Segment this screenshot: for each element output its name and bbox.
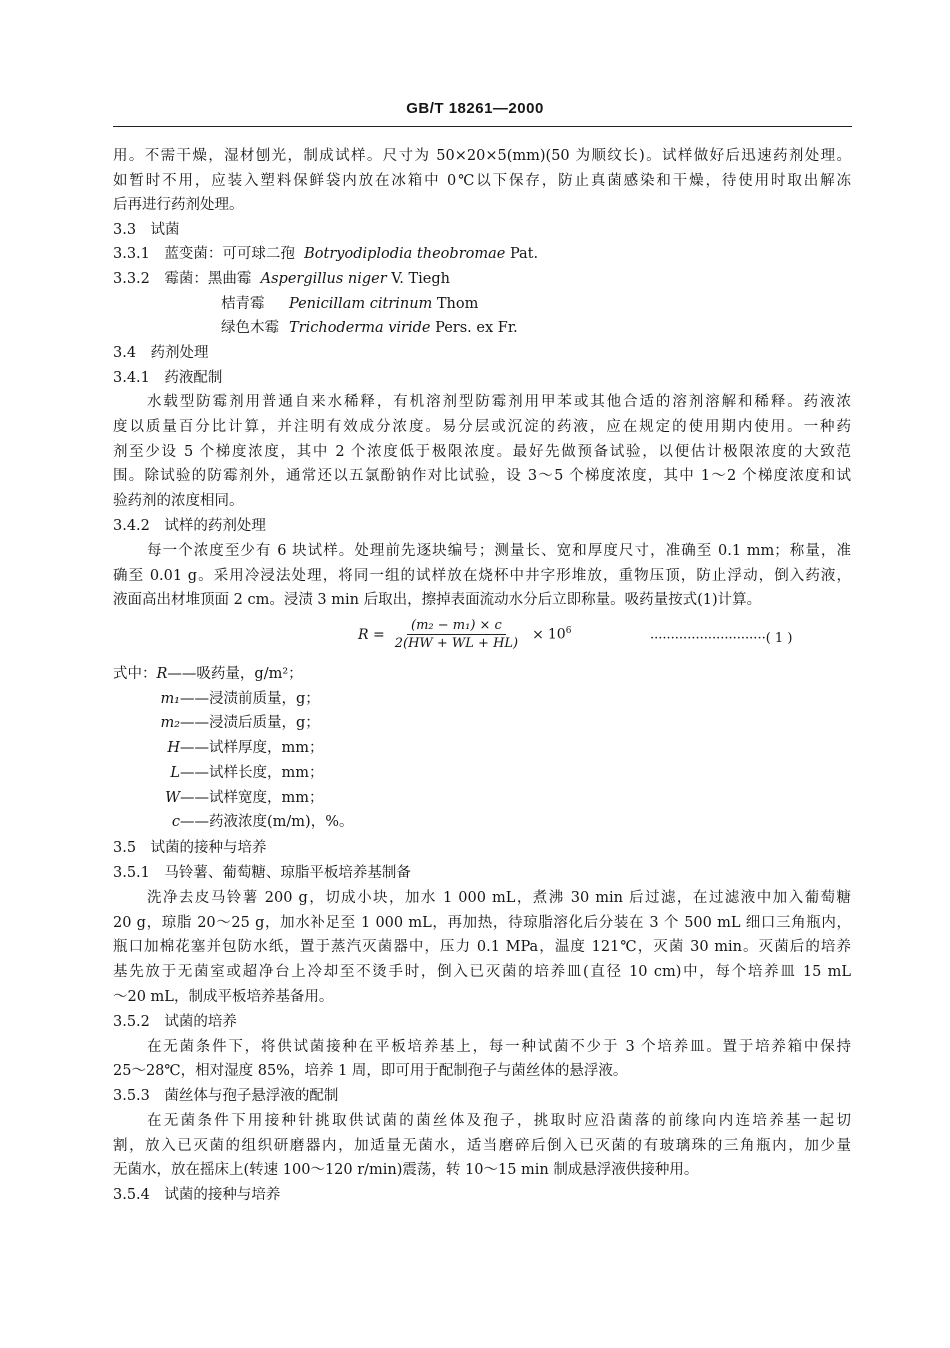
- variable-symbol: m₁: [160, 691, 180, 707]
- body-line: 25～28℃，相对湿度 85%，培养 1 周，即可用于配制孢子与菌丝体的悬浮液。: [113, 1063, 628, 1079]
- body-line: 割，放入已灭菌的组织研磨器内，加适量无菌水，适当磨碎后倒入已灭菌的有玻璃珠的三角瓶内，加少量: [113, 1138, 851, 1154]
- strain-name: 绿色木霉: [221, 320, 279, 336]
- strain-item: [221, 294, 478, 314]
- strain-name: 桔青霉: [221, 296, 265, 312]
- variable-definition: [113, 788, 324, 808]
- variable-symbol: L: [170, 765, 180, 781]
- strain-prefix: 3.3.1 蓝变菌：可可球二孢: [113, 246, 295, 262]
- strain-item: [113, 244, 538, 264]
- variable-symbol: c: [171, 814, 180, 830]
- standard-code-header: GB/T 18261—2000: [406, 100, 544, 117]
- body-line: 20 g，琼脂 20～25 g，加水补足至 1 000 mL，再加热，待琼脂溶化后分装在 3 个 500 mL 细口三角瓶内，: [113, 915, 851, 931]
- section-heading-3-4-2: 3.4.2 试样的药剂处理: [113, 518, 266, 534]
- section-heading-3-5-1: 3.5.1 马铃薯、葡萄糖、琼脂平板培养基制备: [113, 865, 411, 881]
- formula-1: [358, 618, 571, 651]
- body-line: 验药剂的浓度相同。: [113, 493, 244, 509]
- body-line: 如暂时不用，应装入塑料保鲜袋内放在冰箱中 0℃以下保存，防止真菌感染和干燥，待使用时取出解冻: [113, 173, 851, 189]
- strain-latin-name: Aspergillus niger: [260, 271, 387, 287]
- header-rule: [113, 126, 852, 127]
- formula-power: [548, 626, 572, 643]
- body-line: 液面高出材堆顶面 2 cm。浸渍 3 min 后取出，擦掉表面流动水分后立即称量。吸药量按式(1)计算。: [113, 592, 762, 608]
- formula-fraction: [391, 618, 522, 651]
- variable-text: ——吸药量，g/m²；: [167, 666, 303, 682]
- section-heading-3-5-2: 3.5.2 试菌的培养: [113, 1014, 237, 1030]
- strain-prefix: 3.3.2 霉菌：黑曲霉: [113, 271, 252, 287]
- body-line: 在无菌条件下，将供试菌接种在平板培养基上，每一种试菌不少于 3 个培养皿。置于培养箱中保持: [147, 1039, 851, 1055]
- section-heading-3-4: 3.4 药剂处理: [113, 345, 209, 361]
- section-heading-3-5-3: 3.5.3 菌丝体与孢子悬浮液的配制: [113, 1088, 339, 1104]
- section-heading-3-5: 3.5 试菌的接种与培养: [113, 840, 267, 856]
- body-line: 确至 0.01 g。采用冷浸法处理，将同一组的试样放在烧杯中井字形堆放，重物压顶，防止浮动，倒入药液，: [113, 568, 851, 584]
- formula-denominator: 2(HW + WL + HL): [394, 636, 519, 651]
- strain-item: [221, 318, 518, 338]
- variable-definition: [113, 812, 353, 832]
- variable-text: ——试样长度，mm；: [180, 765, 324, 781]
- body-line: 剂至少设 5 个梯度浓度，其中 2 个浓度低于极限浓度。最好先做预备试验，以便估计极限浓度的大致范: [113, 444, 851, 460]
- formula-number: [650, 631, 792, 646]
- formula-numerator: (m₂ − m₁) × c: [407, 618, 506, 635]
- strain-latin-name: Penicillam citrinum: [289, 296, 433, 312]
- strain-latin-name: Trichoderma viride: [289, 320, 431, 336]
- strain-latin-name: Botryodiplodia theobromae: [304, 246, 506, 262]
- strain-authority: Thom: [436, 296, 479, 312]
- strain-authority: Pers. ex Fr.: [435, 320, 518, 336]
- strain-authority: Pat.: [509, 246, 539, 262]
- variable-definition: [113, 689, 320, 709]
- body-line: 无菌水，放在摇床上(转速 100～120 r/min)震荡，转 10～15 min 制成悬浮液供接种用。: [113, 1162, 699, 1178]
- formula-number-label: ( 1 ): [765, 631, 793, 646]
- variable-symbol: W: [165, 790, 180, 806]
- variable-definition: [113, 738, 324, 758]
- body-line: 围。除试验的防霉剂外，通常还以五氯酚钠作对比试验，设 3～5 个梯度浓度，其中 1～2 个梯度浓度和试: [113, 468, 851, 484]
- formula-lhs: R =: [358, 626, 385, 643]
- section-heading-3-3: 3.3 试菌: [113, 222, 180, 238]
- body-line: 水载型防霉剂用普通自来水稀释，有机溶剂型防霉剂用甲苯或其他合适的溶剂溶解和稀释。药液浓: [147, 394, 851, 410]
- body-line: 基先放于无菌室或超净台上冷却至不烫手时，倒入已灭菌的培养皿(直径 10 cm)中，每个培养皿 15 mL: [113, 964, 851, 980]
- variable-symbol: m₂: [160, 715, 180, 731]
- variable-definition: [113, 713, 320, 733]
- body-line: 瓶口加棉花塞并包防水纸，置于蒸汽灭菌器中，压力 0.1 MPa，温度 121℃，灭菌 30 min。灭菌后的培养: [113, 939, 851, 955]
- body-line: 后再进行药剂处理。: [113, 197, 244, 213]
- variable-symbol: R: [156, 666, 168, 682]
- formula-leader-dots: ····························: [650, 631, 766, 646]
- formula-power-base: 10: [547, 626, 566, 643]
- body-line: 度以质量百分比计算，并注明有效成分浓度。易分层或沉淀的药液，应在规定的使用期内使用。一种药: [113, 419, 851, 435]
- body-line: 在无菌条件下用接种针挑取供试菌的菌丝体及孢子，挑取时应沿菌落的前缘向内连培养基一起切: [147, 1113, 851, 1129]
- body-line: 用。不需干燥，湿材刨光，制成试样。尺寸为 50×20×5(mm)(50 为顺纹长)。试样做好后迅速药剂处理。: [113, 148, 851, 164]
- variable-text: ——试样宽度，mm；: [180, 790, 324, 806]
- section-heading-3-4-1: 3.4.1 药液配制: [113, 370, 223, 386]
- variable-text: ——浸渍前质量，g；: [180, 691, 320, 707]
- formula-power-exponent: 6: [565, 626, 572, 637]
- body-line: 每一个浓度至少有 6 块试样。处理前先逐块编号；测量长、宽和厚度尺寸，准确至 0.1 mm；称量，准: [147, 543, 851, 559]
- strain-item: [113, 269, 450, 289]
- variable-text: ——药液浓度(m/m)，%。: [180, 814, 354, 830]
- variable-symbol: H: [167, 740, 180, 756]
- section-heading-3-5-4: 3.5.4 试菌的接种与培养: [113, 1187, 281, 1203]
- strain-authority: V. Tiegh: [391, 271, 450, 287]
- variable-definition: [113, 763, 324, 783]
- variable-text: ——试样厚度，mm；: [180, 740, 324, 756]
- body-line: ～20 mL，制成平板培养基备用。: [113, 989, 334, 1005]
- formula-times: ×: [532, 626, 544, 643]
- where-lead: 式中：: [113, 666, 157, 682]
- variable-definition: [113, 664, 303, 684]
- body-line: 洗净去皮马铃薯 200 g，切成小块，加水 1 000 mL，煮沸 30 min 后过滤，在过滤液中加入葡萄糖: [147, 890, 851, 906]
- variable-text: ——浸渍后质量，g；: [180, 715, 320, 731]
